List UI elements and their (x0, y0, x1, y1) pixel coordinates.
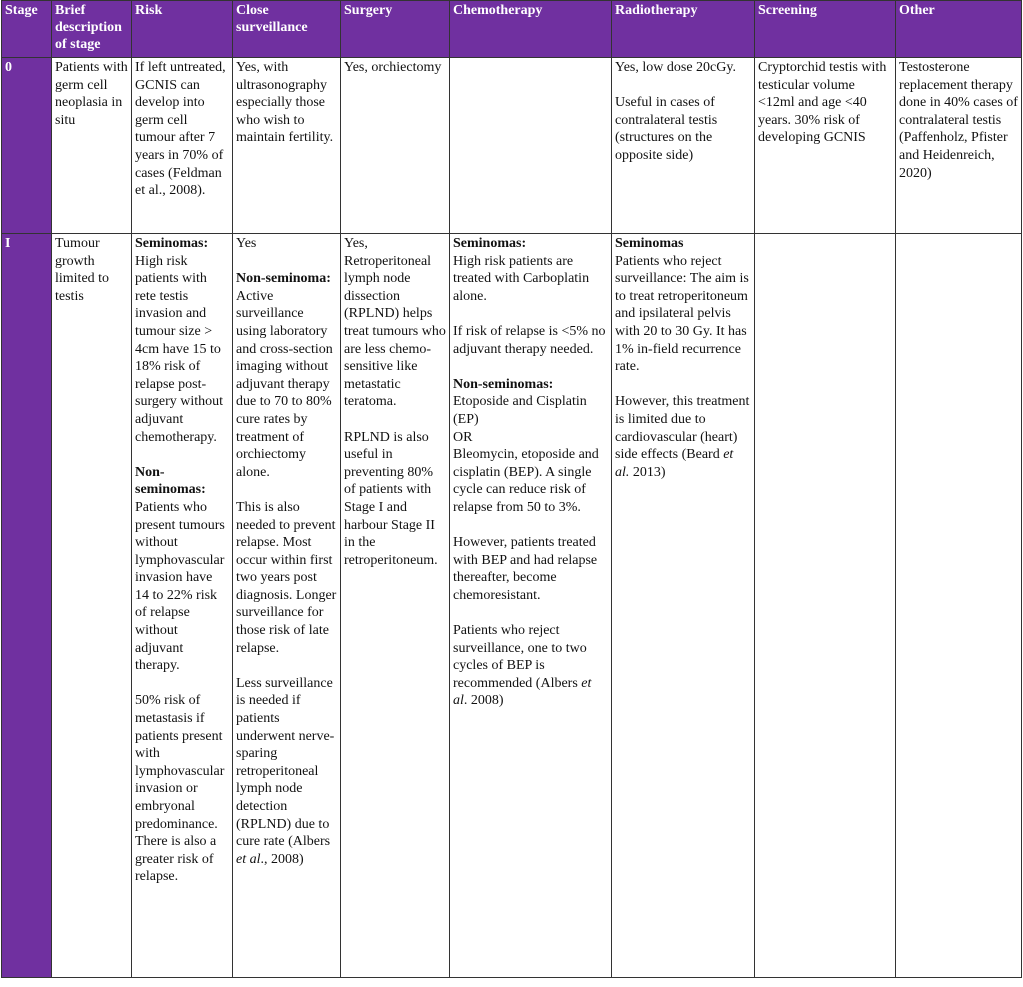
surgery-cell (341, 234, 450, 978)
risk-nonseminomas-label: Non-seminomas: (135, 464, 206, 498)
header-stage: Stage (2, 1, 52, 58)
chemo-reject-text: Patients who reject surveillance, one to two cycles of BEP is recommended (Albers (453, 623, 587, 691)
header-radiotherapy: Radiotherapy (612, 1, 755, 58)
stage-treatment-table (1, 0, 1022, 978)
header-other: Other (896, 1, 1022, 58)
radiotherapy-cell (612, 58, 755, 234)
header-surveillance: Close surveillance (233, 1, 341, 58)
description-cell: Tumour growth limited to testis (52, 234, 132, 978)
radio-limited (615, 393, 751, 481)
header-chemotherapy: Chemotherapy (450, 1, 612, 58)
risk-nonseminomas-text: Patients who present tumours without lymphovascular invasion have 14 to 22% risk of relapse without adjuvant therapy. (135, 499, 225, 674)
chemo-seminomas-label: Seminomas: (453, 236, 527, 251)
chemo-reject-end: . 2008) (463, 693, 504, 709)
radiotherapy-cell (612, 234, 755, 978)
header-row (2, 1, 1022, 58)
surveillance-nonseminoma (236, 270, 337, 481)
stage-cell: I (2, 234, 52, 978)
screening-cell: Cryptorchid testis with testicular volume <12ml and age <40 years. 30% risk of developing GCNIS (755, 58, 896, 234)
chemo-seminomas-text: High risk patients are treated with Carboplatin alone. (453, 253, 590, 304)
surveillance-less-end: ., 2008) (260, 851, 304, 867)
header-description: Brief description of stage (52, 1, 132, 58)
screening-cell (755, 234, 896, 978)
surveillance-less (236, 675, 337, 869)
surveillance-cell (233, 234, 341, 978)
radio-limited-end: 2013) (632, 464, 666, 480)
chemo-or: OR (453, 429, 473, 445)
chemo-reject-etal: et al (453, 675, 592, 709)
table-row-stage-0 (2, 58, 1022, 234)
surveillance-less-etal: et al (236, 851, 261, 867)
risk-cell (132, 234, 233, 978)
surveillance-less-text: Less surveillance is needed if patients underwent nerve-sparing retroperitoneal lymph node detection (RPLND) due to cure rate (Albers (236, 675, 335, 850)
chemo-low-risk: If risk of relapse is <5% no adjuvant therapy needed. (453, 323, 606, 357)
surveillance-relapse: This is also needed to prevent relapse. Most occur within first two years post diagnosis. Longer surveillance for those risk of late relapse. (236, 499, 337, 656)
header-screening: Screening (755, 1, 896, 58)
surveillance-nonseminoma-label: Non-seminoma: (236, 271, 331, 287)
radio-seminomas-text: Patients who reject surveillance: The aim is to treat retroperitoneum and ipsilateral pelvis with 20 to 30 Gy. It has 1% in-field recurrence rate. (615, 253, 749, 375)
surgery-rplnd-usefulness: RPLND is also useful in preventing 80% of patients with Stage I and harbour Stage II in the retroperitoneum. (344, 429, 438, 568)
surgery-cell: Yes, orchiectomy (341, 58, 450, 234)
risk-nonseminomas (135, 464, 229, 675)
radio-limited-text: However, this treatment is limited due to cardiovascular (heart) side effects (Beard (615, 394, 750, 463)
risk-seminomas-label: Seminomas: (135, 236, 209, 251)
description-cell: Patients with germ cell neoplasia in situ (52, 58, 132, 234)
stage-cell: 0 (2, 58, 52, 234)
chemo-resistant: However, patients treated with BEP and had relapse thereafter, become chemoresistant. (453, 535, 598, 603)
chemo-nonseminomas-label: Non-seminomas: (453, 376, 554, 392)
risk-seminomas (135, 235, 229, 446)
chemo-ep: Etoposide and Cisplatin (EP) (453, 394, 587, 427)
risk-cell: If left untreated, GCNIS can develop into germ cell tumour after 7 years in 70% of cases (Feldman et al., 2008). (132, 58, 233, 234)
surveillance-cell: Yes, with ultrasonography especially those who wish to maintain fertility. (233, 58, 341, 234)
surveillance-nonseminoma-text: Active surveillance using laboratory and cross-section imaging without adjuvant therapy due to 70 to 80% cure rates by treatment of orchiectomy alone. (236, 288, 333, 480)
surgery-rplnd: Yes, Retroperitoneal lymph node dissection (RPLND) helps treat tumours who are less chemo-sensitive like metastatic teratoma. (344, 236, 446, 410)
surveillance-yes: Yes (236, 236, 257, 251)
header-surgery: Surgery (341, 1, 450, 58)
chemotherapy-cell (450, 234, 612, 978)
radiotherapy-dose: Yes, low dose 20cGy. (615, 60, 736, 75)
radiotherapy-note: Useful in cases of contralateral testis (structures on the opposite side) (615, 95, 718, 163)
table-row-stage-1 (2, 234, 1022, 978)
radio-limited-etal: et al. (615, 447, 734, 480)
chemo-bep: Bleomycin, etoposide and cisplatin (BEP). A single cycle can reduce risk of relapse from 50 to 3%. (453, 447, 599, 515)
other-cell: Testosterone replacement therapy done in 40% cases of contralateral testis (Paffenholz, Pfister and Heidenreich, 2020) (896, 58, 1022, 234)
chemotherapy-cell (450, 58, 612, 234)
header-risk: Risk (132, 1, 233, 58)
risk-seminomas-text: High risk patients with rete testis invasion and tumour size > 4cm have 15 to 18% risk of relapse post-surgery without adjuvant chemotherapy. (135, 253, 224, 445)
other-cell (896, 234, 1022, 978)
risk-metastasis: 50% risk of metastasis if patients present with lymphovascular invasion or embryonal predominance. There is also a greater risk of relapse. (135, 693, 225, 885)
radio-seminomas-label: Seminomas (615, 236, 684, 251)
chemo-reject (453, 622, 608, 710)
